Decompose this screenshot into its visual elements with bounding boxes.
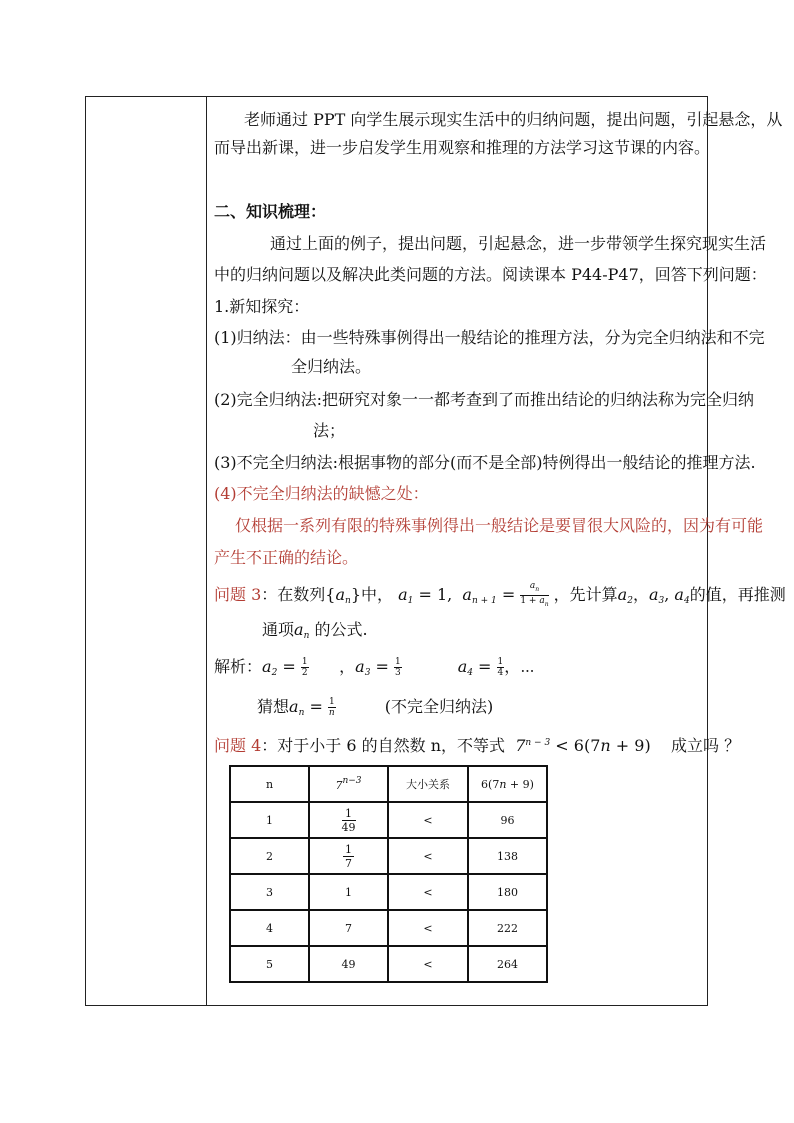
intro-line-1: 老师通过 PPT 向学生展示现实生活中的归纳问题，提出问题，引起悬念，从 — [244, 110, 783, 129]
cell-power: 1 — [309, 874, 388, 910]
section-para-1: 通过上面的例子，提出问题，引起悬念，进一步带领学生探究现实生活 — [270, 234, 767, 253]
table-row — [230, 910, 547, 946]
cell-value: 138 — [468, 838, 547, 874]
question-3-line: 问题 3：在数列$\{a_n\}$中， $a_1 = 1$, $a_{n + 1}$ = $\frac{a_n}{1 + a_n}$ ，先计算$a_2$，$a_3$, $a_4$的值，再推测 — [214, 581, 786, 608]
question-3-label: 问题 3 — [214, 584, 262, 604]
cell-relation: < — [388, 802, 468, 838]
point-2-b: 法； — [313, 421, 346, 440]
table-header-row — [230, 766, 547, 802]
cell-value: 222 — [468, 910, 547, 946]
point-3: (3)不完全归纳法:根据事物的部分(而不是全部)特例得出一般结论的推理方法. — [214, 453, 756, 472]
cell-power: $\frac{1}{7}$ — [309, 838, 388, 874]
cell-power: 7 — [309, 910, 388, 946]
point-4-b: 产生不正确的结论。 — [214, 548, 359, 567]
recurrence-fraction: $\frac{a_n}{1 + a_n}$ — [520, 581, 549, 608]
table-row — [230, 802, 547, 838]
point-1-b: 全归纳法。 — [291, 357, 372, 376]
item-title: 1.新知探究： — [214, 297, 310, 316]
column-divider — [206, 96, 207, 1006]
header-expression: 6(7n + 9) — [468, 766, 547, 802]
cell-n: 4 — [230, 910, 309, 946]
cell-value: 96 — [468, 802, 547, 838]
cell-n: 3 — [230, 874, 309, 910]
cell-power: 49 — [309, 946, 388, 982]
cell-relation: < — [388, 946, 468, 982]
cell-relation: < — [388, 838, 468, 874]
header-power: $7^{n-3}$ — [309, 766, 388, 802]
intro-line-2: 而导出新课，进一步启发学生用观察和推理的方法学习这节课的内容。 — [214, 138, 711, 157]
cell-n: 2 — [230, 838, 309, 874]
header-n: n — [230, 766, 309, 802]
cell-relation: < — [388, 910, 468, 946]
cell-value: 180 — [468, 874, 547, 910]
cell-power: $\frac{1}{49}$ — [309, 802, 388, 838]
cell-value: 264 — [468, 946, 547, 982]
table-row — [230, 874, 547, 910]
point-2-a: (2)完全归纳法:把研究对象一一都考查到了而推出结论的归纳法称为完全归纳 — [214, 390, 755, 409]
cell-n: 1 — [230, 802, 309, 838]
point-1-a: (1)归纳法：由一些特殊事例得出一般结论的推理方法，分为完全归纳法和不完 — [214, 328, 765, 347]
analysis-line: 解析：$a_2$ = $\frac{1}{2}$ ，$a_3$ = $\frac{1}{3}$ $a_4$ = $\frac{1}{4}$ ，⋯ — [214, 657, 535, 678]
question-4-label: 问题 4 — [214, 736, 262, 755]
section-heading: 二、知识梳理： — [214, 202, 327, 221]
point-4: (4)不完全归纳法的缺憾之处： — [214, 484, 429, 503]
section-para-2: 中的归纳问题以及解决此类问题的方法。阅读课本 P44-P47，回答下列问题： — [214, 265, 767, 284]
inequality-table — [229, 765, 548, 983]
table-row — [230, 838, 547, 874]
header-relation: 大小关系 — [388, 766, 468, 802]
cell-relation: < — [388, 874, 468, 910]
question-4-line: 问题 4：对于小于 6 的自然数 n，不等式 $7^{n - 3} < 6(7n + 9)$ 成立吗 ？ — [214, 736, 741, 755]
cell-n: 5 — [230, 946, 309, 982]
guess-line: 猜想$a_n$ = $\frac{1}{n}$ (不完全归纳法) — [257, 697, 494, 718]
point-4-a: 仅根据一系列有限的特殊事例得出一般结论是要冒很大风险的，因为有可能 — [235, 516, 764, 535]
question-3-line-2: 通项$a_n$ 的公式. — [262, 620, 368, 641]
table-row — [230, 946, 547, 982]
